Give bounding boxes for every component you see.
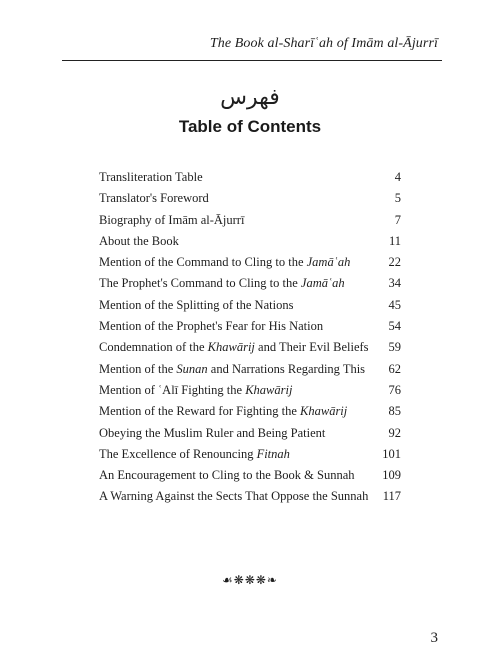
toc-entry xyxy=(99,170,401,191)
toc-entry-title xyxy=(99,489,368,504)
toc-entry-title-text: Condemnation of the xyxy=(99,340,208,355)
toc-entry-title-italic: Jamāʿah xyxy=(306,255,351,270)
toc-entry-title xyxy=(99,362,365,377)
toc-entry-title-text: An Encouragement to Cling to the Book & Sunnah xyxy=(99,468,355,483)
toc-entry-page: 85 xyxy=(388,404,401,419)
toc-entry-title xyxy=(99,298,293,313)
toc-entry-page: 11 xyxy=(388,233,401,248)
toc-entry-page: 5 xyxy=(394,191,401,206)
toc-entry-title xyxy=(99,404,347,419)
toc-entry-page: 92 xyxy=(388,425,401,440)
toc-entry-title-text: and Narrations Regarding This xyxy=(207,361,366,376)
toc-entry-title xyxy=(99,319,323,334)
toc-entry xyxy=(99,404,401,425)
toc-entry-title-text: Mention of the Prophet's Fear for His Nation xyxy=(99,319,324,334)
toc-entry xyxy=(99,255,401,276)
toc-entry-title-text: Biography of Imām al-Ājurrī xyxy=(99,212,245,227)
toc-entry xyxy=(99,489,401,510)
toc-entry-title xyxy=(99,340,369,355)
toc-entry-page: 45 xyxy=(388,297,401,312)
toc-entry-page: 117 xyxy=(382,489,401,504)
toc-entry xyxy=(99,276,401,297)
toc-entry-page: 34 xyxy=(388,276,401,291)
page-number: 3 xyxy=(430,630,438,646)
toc-entry xyxy=(99,191,401,212)
toc-entry-title-italic: Sunan xyxy=(176,361,208,376)
toc-entry-title-text: About the Book xyxy=(99,233,179,248)
toc-entry-title-italic: Khawārij xyxy=(245,382,293,397)
toc-entry-title xyxy=(99,170,203,185)
toc-entry-page: 101 xyxy=(382,446,401,461)
toc-entry-title-text: The Prophet's Command to Cling to the xyxy=(99,276,301,291)
toc-entry-title-text: The Excellence of Renouncing xyxy=(99,446,257,461)
toc-entry-title-italic: Jamāʿah xyxy=(300,276,345,291)
toc-entry-title xyxy=(99,468,355,483)
toc-entry-page: 109 xyxy=(382,468,401,483)
page-title: Table of Contents xyxy=(178,117,322,136)
running-header: The Book al-Sharīʿah of Imām al-Ājurrī xyxy=(209,36,438,51)
toc-entry-title xyxy=(99,426,325,441)
toc-entry-title-text: Transliteration Table xyxy=(99,170,203,184)
toc-entry-title-text: Translator's Foreword xyxy=(99,191,209,206)
toc-entry-title xyxy=(99,191,209,206)
toc-entry-title-text: Mention of the xyxy=(99,361,177,376)
toc-entry-title-text: Mention of the Splitting of the Nations xyxy=(99,297,294,312)
toc-entry xyxy=(99,319,401,340)
toc-entry-page: 62 xyxy=(388,361,401,376)
toc-entry xyxy=(99,298,401,319)
toc-entry-title-text: Mention of the Command to Cling to the xyxy=(99,255,307,270)
toc-entry-title-text: A Warning Against the Sects That Oppose the Sunnah xyxy=(99,489,369,504)
toc-entry-title xyxy=(99,255,350,270)
toc-entry xyxy=(99,468,401,489)
toc-entry-title-text: Mention of ʿAlī Fighting the xyxy=(99,382,246,397)
table-of-contents xyxy=(99,170,401,511)
toc-entry-title-italic: Fitnah xyxy=(256,446,290,461)
toc-entry-title-italic: Khawārij xyxy=(300,404,348,419)
toc-entry-page: 22 xyxy=(388,255,401,270)
toc-entry-title-text: Obeying the Muslim Ruler and Being Patient xyxy=(99,425,326,440)
toc-entry xyxy=(99,383,401,404)
toc-entry-page: 7 xyxy=(394,212,401,227)
arabic-heading: فهرس xyxy=(220,85,280,110)
toc-entry-title xyxy=(99,276,345,291)
toc-entry-page: 4 xyxy=(394,170,401,184)
toc-entry-title xyxy=(99,234,179,249)
toc-entry-page: 54 xyxy=(388,319,401,334)
toc-entry-page: 59 xyxy=(388,340,401,355)
toc-entry-title-text: and Their Evil Beliefs xyxy=(254,340,369,355)
toc-entry xyxy=(99,362,401,383)
toc-entry-title xyxy=(99,447,290,462)
toc-entry-title xyxy=(99,213,244,228)
toc-entry xyxy=(99,234,401,255)
toc-entry-title xyxy=(99,383,292,398)
toc-entry xyxy=(99,447,401,468)
toc-entry-title-text: Mention of the Reward for Fighting the xyxy=(99,404,301,419)
header-rule xyxy=(62,60,442,61)
toc-entry xyxy=(99,213,401,234)
toc-entry-page: 76 xyxy=(388,382,401,397)
toc-entry-title-italic: Khawārij xyxy=(207,340,255,355)
toc-entry xyxy=(99,426,401,447)
ornament-divider: ☙❋❋❋❧ xyxy=(222,573,278,587)
toc-entry xyxy=(99,340,401,361)
